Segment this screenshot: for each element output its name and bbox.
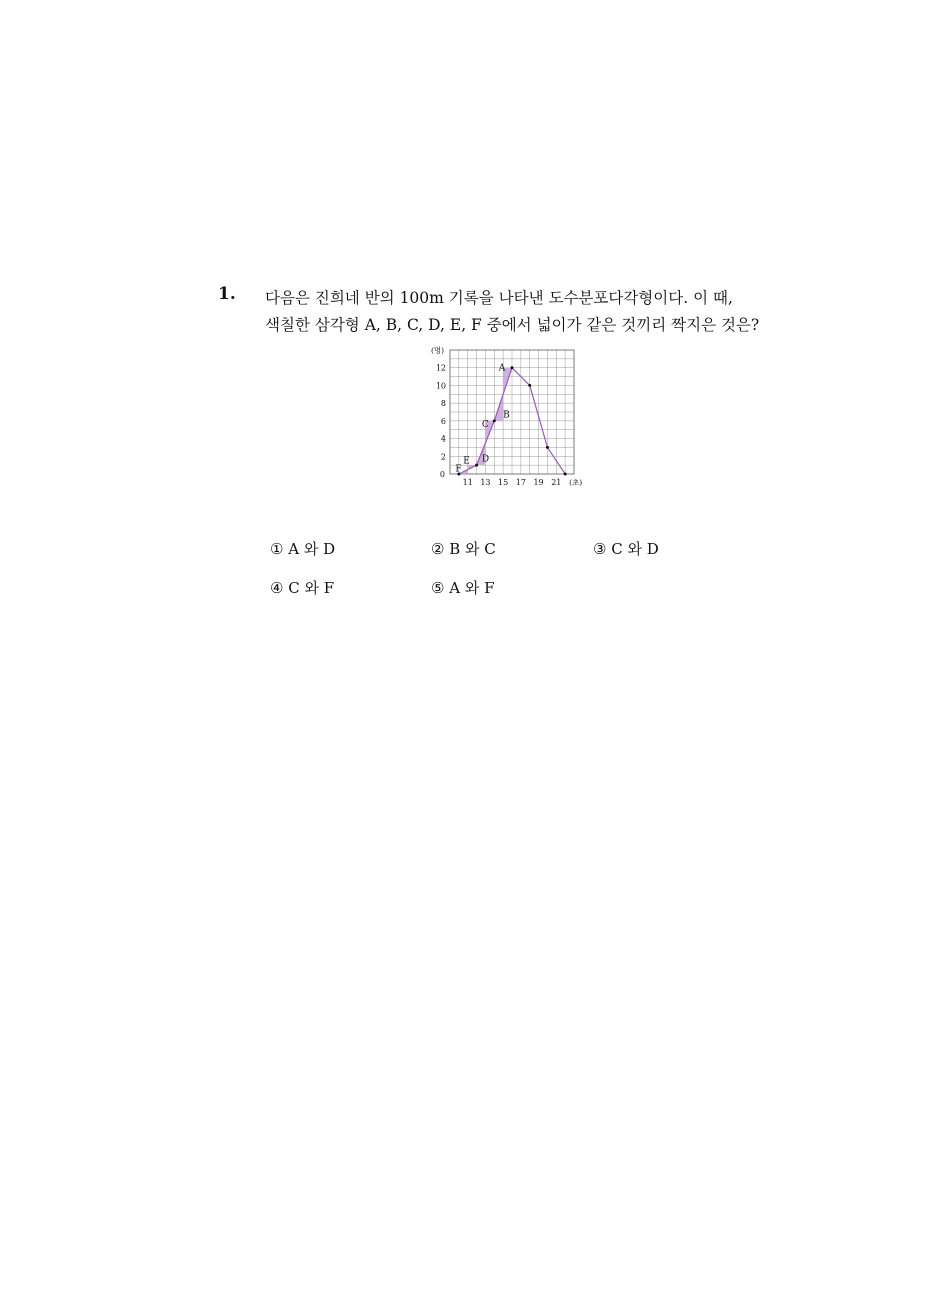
y-tick-label: 0	[439, 470, 445, 479]
triangle-label: D	[481, 454, 490, 465]
data-point	[475, 464, 478, 467]
choice-5[interactable]: ⑤ A 와 F	[431, 579, 495, 597]
choice-4[interactable]: ④ C 와 F	[270, 579, 335, 597]
triangle-label: B	[503, 410, 510, 421]
choice-1[interactable]: ① A 와 D	[270, 540, 336, 558]
x-axis-label: (초)	[569, 478, 583, 487]
data-point	[564, 473, 567, 476]
y-tick-label: 8	[440, 399, 446, 409]
x-tick-label: 11	[462, 478, 473, 487]
y-tick-label: 4	[440, 434, 446, 444]
triangle-label: C	[481, 420, 489, 431]
data-point	[528, 384, 531, 387]
x-tick-label: 19	[533, 478, 544, 487]
data-point	[493, 419, 496, 422]
data-point	[546, 446, 549, 449]
frequency-polygon-chart	[420, 342, 600, 492]
x-tick-label: 17	[515, 478, 526, 487]
triangle-label: E	[463, 456, 470, 467]
x-tick-label: 15	[498, 478, 509, 487]
x-tick-label: 13	[480, 478, 491, 487]
data-point	[511, 366, 514, 369]
y-tick-label: 6	[440, 416, 446, 426]
triangle-label: F	[455, 464, 462, 475]
question-number: 1.	[218, 284, 236, 304]
triangle-label: A	[498, 363, 506, 374]
y-axis-label: (명)	[431, 346, 445, 355]
question-text-line-1: 다음은 진희네 반의 100m 기록을 나타낸 도수분포다각형이다. 이 때,	[265, 289, 733, 307]
y-tick-label: 2	[440, 452, 446, 462]
x-tick-label: 21	[551, 478, 562, 487]
y-tick-label: 10	[435, 381, 446, 391]
question-text-line-2: 색칠한 삼각형 A, B, C, D, E, F 중에서 넓이가 같은 것끼리 짝지은 것은?	[265, 316, 760, 334]
choice-3[interactable]: ③ C 와 D	[593, 540, 659, 558]
y-tick-label: 12	[435, 363, 446, 373]
choice-2[interactable]: ② B 와 C	[431, 540, 496, 558]
